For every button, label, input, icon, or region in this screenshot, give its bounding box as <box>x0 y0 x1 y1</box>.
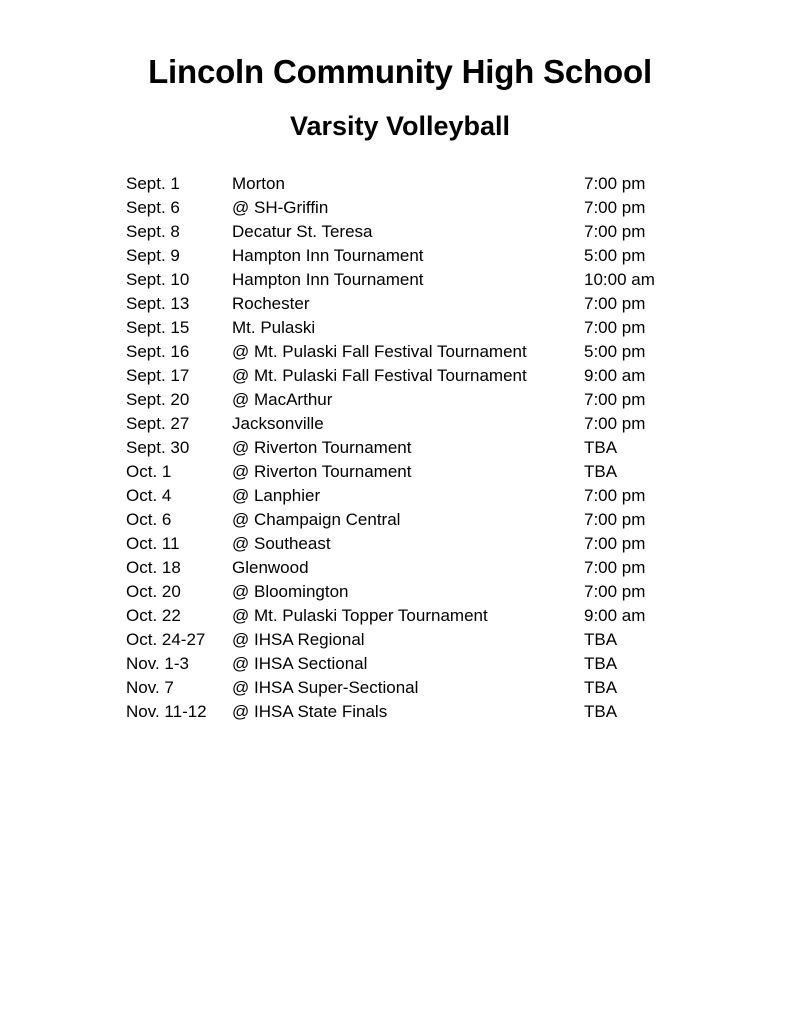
schedule-row <box>126 412 740 436</box>
schedule-opponent: @ IHSA State Finals <box>232 701 388 721</box>
schedule-date: Nov. 1-3 <box>126 653 189 673</box>
schedule-opponent: @ Champaign Central <box>232 509 401 529</box>
schedule-opponent: Jacksonville <box>232 413 324 433</box>
schedule-row <box>126 484 740 508</box>
schedule-row <box>126 292 740 316</box>
schedule-opponent: Morton <box>232 173 285 193</box>
schedule-row <box>126 460 740 484</box>
schedule-opponent: @ IHSA Sectional <box>232 653 368 673</box>
schedule-date: Nov. 11-12 <box>126 701 207 721</box>
schedule-row <box>126 244 740 268</box>
schedule-date: Oct. 11 <box>126 533 180 553</box>
schedule-row <box>126 268 740 292</box>
schedule-row <box>126 700 740 724</box>
schedule-date: Sept. 30 <box>126 437 190 457</box>
schedule-date: Oct. 4 <box>126 485 172 505</box>
schedule-opponent: @ Bloomington <box>232 581 349 601</box>
schedule-row <box>126 316 740 340</box>
schedule-date: Sept. 20 <box>126 389 190 409</box>
schedule-date: Sept. 15 <box>126 317 190 337</box>
schedule-time: 7:00 pm <box>584 509 646 529</box>
schedule-row <box>126 676 740 700</box>
schedule-date: Sept. 9 <box>126 245 180 265</box>
schedule-row <box>126 604 740 628</box>
schedule-time: 7:00 pm <box>584 293 646 313</box>
schedule-time: 9:00 am <box>584 605 646 625</box>
page-subtitle: Varsity Volleyball <box>289 111 511 142</box>
schedule-opponent: Hampton Inn Tournament <box>232 269 424 289</box>
schedule-date: Sept. 10 <box>126 269 190 289</box>
schedule-opponent: @ Riverton Tournament <box>232 461 412 481</box>
schedule-row <box>126 532 740 556</box>
schedule-date: Oct. 20 <box>126 581 181 601</box>
schedule-time: TBA <box>584 677 618 697</box>
schedule-time: 9:00 am <box>584 365 646 385</box>
schedule-opponent: @ Lanphier <box>232 485 321 505</box>
schedule-row <box>126 220 740 244</box>
schedule-opponent: @ Mt. Pulaski Fall Festival Tournament <box>232 341 527 361</box>
schedule-time: 7:00 pm <box>584 485 646 505</box>
schedule-row <box>126 172 740 196</box>
schedule-row <box>126 340 740 364</box>
schedule-time: TBA <box>584 629 618 649</box>
schedule-date: Oct. 24-27 <box>126 629 206 649</box>
schedule-date: Sept. 8 <box>126 221 180 241</box>
schedule-opponent: Decatur St. Teresa <box>232 221 373 241</box>
schedule-opponent: @ Riverton Tournament <box>232 437 412 457</box>
schedule-date: Oct. 18 <box>126 557 181 577</box>
schedule-row <box>126 196 740 220</box>
schedule-row <box>126 628 740 652</box>
schedule-time: TBA <box>584 653 618 673</box>
schedule-row <box>126 652 740 676</box>
schedule-opponent: Glenwood <box>232 557 309 577</box>
schedule-date: Sept. 16 <box>126 341 190 361</box>
schedule-opponent: Rochester <box>232 293 310 313</box>
schedule-opponent: Hampton Inn Tournament <box>232 245 424 265</box>
schedule-date: Oct. 1 <box>126 461 172 481</box>
schedule-time: 7:00 pm <box>584 533 646 553</box>
schedule-time: 7:00 pm <box>584 389 646 409</box>
schedule-opponent: @ IHSA Regional <box>232 629 365 649</box>
schedule-row <box>126 580 740 604</box>
page-title: Lincoln Community High School <box>148 53 652 90</box>
schedule-row <box>126 364 740 388</box>
schedule-time: TBA <box>584 461 618 481</box>
schedule-opponent: @ Southeast <box>232 533 331 553</box>
schedule-row <box>126 436 740 460</box>
schedule-opponent: @ Mt. Pulaski Fall Festival Tournament <box>232 365 527 385</box>
schedule-opponent: @ SH-Griffin <box>232 197 329 217</box>
schedule-time: 7:00 pm <box>584 581 646 601</box>
schedule-time: 7:00 pm <box>584 173 646 193</box>
schedule-row <box>126 556 740 580</box>
schedule-list <box>60 172 740 724</box>
schedule-time: TBA <box>584 437 618 457</box>
schedule-date: Sept. 13 <box>126 293 190 313</box>
schedule-opponent: Mt. Pulaski <box>232 317 316 337</box>
schedule-row <box>126 388 740 412</box>
schedule-time: 7:00 pm <box>584 197 646 217</box>
schedule-time: 5:00 pm <box>584 341 646 361</box>
schedule-date: Oct. 22 <box>126 605 181 625</box>
schedule-opponent: @ IHSA Super-Sectional <box>232 677 419 697</box>
schedule-time: 10:00 am <box>584 269 655 289</box>
schedule-time: 7:00 pm <box>584 221 646 241</box>
schedule-time: 7:00 pm <box>584 557 646 577</box>
schedule-date: Sept. 1 <box>126 173 180 193</box>
schedule-time: 5:00 pm <box>584 245 646 265</box>
schedule-date: Nov. 7 <box>126 677 174 697</box>
schedule-date: Oct. 6 <box>126 509 172 529</box>
schedule-date: Sept. 6 <box>126 197 180 217</box>
schedule-date: Sept. 27 <box>126 413 190 433</box>
schedule-opponent: @ Mt. Pulaski Topper Tournament <box>232 605 488 625</box>
schedule-date: Sept. 17 <box>126 365 190 385</box>
schedule-time: 7:00 pm <box>584 317 646 337</box>
schedule-time: TBA <box>584 701 618 721</box>
schedule-opponent: @ MacArthur <box>232 389 333 409</box>
schedule-time: 7:00 pm <box>584 413 646 433</box>
schedule-row <box>126 508 740 532</box>
